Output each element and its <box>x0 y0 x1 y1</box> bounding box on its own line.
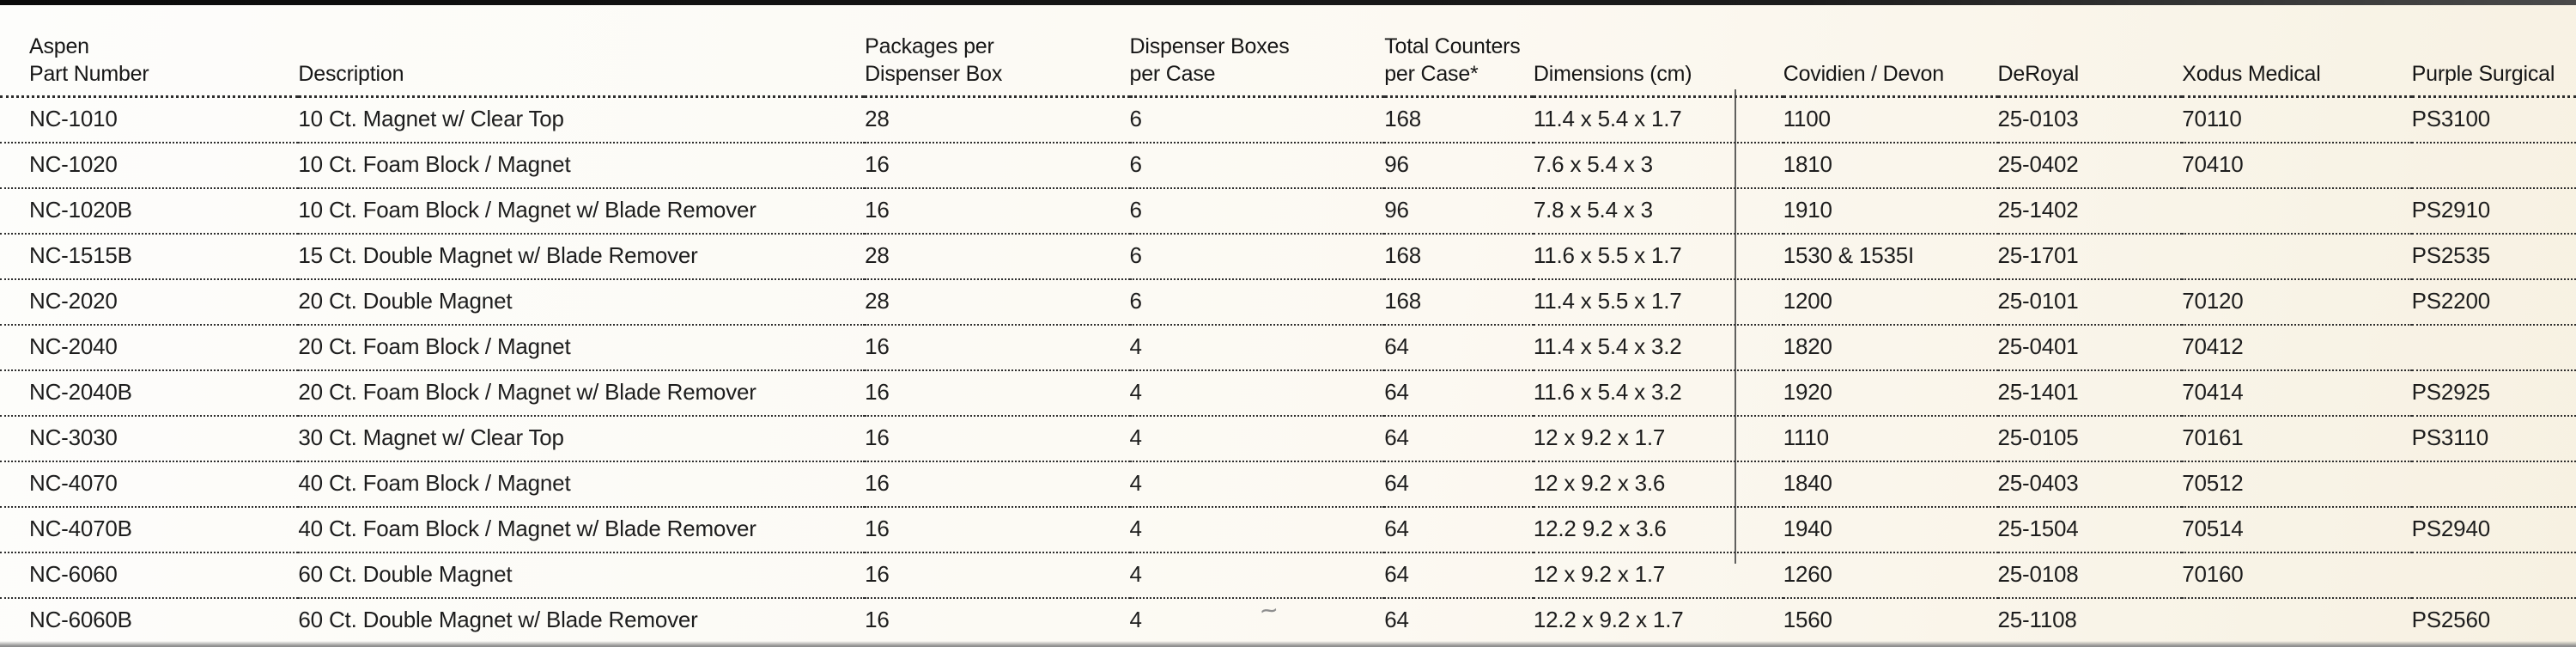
cell-purple-surgical <box>2412 552 2576 598</box>
header-line: Part Number <box>29 62 149 86</box>
table-row <box>0 234 2576 279</box>
cell-total-counters-per-case: 168 <box>1384 106 1421 131</box>
cell-description: 10 Ct. Foam Block / Magnet <box>298 150 571 177</box>
cell-dimensions-cm: 12.2 9.2 x 3.6 <box>1533 515 1667 541</box>
cell-covidien-devon: 1530 & 1535I <box>1783 241 1915 268</box>
cell-deroyal: 25-1401 <box>1997 378 2079 405</box>
cell-part-number: NC-6060 <box>29 560 118 587</box>
cell-part-number: NC-2040 <box>29 333 118 359</box>
column-header-deroyal <box>1998 5 2183 97</box>
table-header <box>0 5 2576 97</box>
header-line: Packages per <box>865 34 994 58</box>
table-row <box>0 188 2576 234</box>
cell-dispenser-boxes-per-case: 4 <box>1129 469 1142 496</box>
cell-packages-per-dispenser-box: 16 <box>865 515 890 541</box>
cell-total-counters-per-case: 96 <box>1384 196 1409 223</box>
cell-part-number: NC-4070B <box>29 515 132 541</box>
cell-covidien-devon: 1940 <box>1783 515 1832 541</box>
header-line: per Case* <box>1384 62 1479 86</box>
cell-packages-per-dispenser-box: 16 <box>865 469 890 496</box>
table-row <box>0 416 2576 461</box>
cell-dimensions-cm: 12 x 9.2 x 1.7 <box>1533 560 1666 587</box>
cell-part-number: NC-1020 <box>29 150 118 177</box>
cell-description: 20 Ct. Double Magnet <box>298 287 513 314</box>
cell-deroyal: 25-0103 <box>1997 106 2079 131</box>
cell-dispenser-boxes-per-case: 6 <box>1129 287 1142 314</box>
cell-dispenser-boxes-per-case: 4 <box>1129 515 1142 541</box>
cell-dimensions-cm: 7.6 x 5.4 x 3 <box>1533 150 1653 177</box>
cell-dispenser-boxes-per-case: 6 <box>1129 196 1142 223</box>
header-line: Dimensions (cm) <box>1533 62 1692 86</box>
cell-dispenser-boxes-per-case: 6 <box>1129 150 1142 177</box>
table-row <box>0 507 2576 552</box>
cell-dispenser-boxes-per-case: 4 <box>1129 560 1142 587</box>
column-header-part-number <box>0 5 298 97</box>
cell-xodus-medical: 70514 <box>2182 515 2244 541</box>
cell-description: 30 Ct. Magnet w/ Clear Top <box>298 424 564 450</box>
cell-covidien-devon: 1910 <box>1783 196 1832 223</box>
cell-dispenser-boxes-per-case: 4 <box>1129 606 1142 632</box>
cell-packages-per-dispenser-box: 16 <box>865 560 890 587</box>
squiggle-mark-artifact: ~ <box>1258 593 1280 629</box>
cell-purple-surgical: PS2535 <box>2411 241 2490 268</box>
cell-xodus-medical: 70410 <box>2182 150 2244 177</box>
header-line: Purple Surgical <box>2411 62 2555 86</box>
cell-purple-surgical <box>2412 461 2576 507</box>
header-line: Dispenser Box <box>865 62 1003 86</box>
cell-purple-surgical <box>2412 325 2576 370</box>
cell-dispenser-boxes-per-case: 6 <box>1129 106 1142 131</box>
cell-xodus-medical: 70160 <box>2182 560 2244 587</box>
cell-xodus-medical: 70412 <box>2182 333 2244 359</box>
cell-dispenser-boxes-per-case: 4 <box>1129 333 1142 359</box>
cell-dimensions-cm: 11.4 x 5.5 x 1.7 <box>1533 287 1682 314</box>
cell-dimensions-cm: 12 x 9.2 x 1.7 <box>1533 424 1666 450</box>
cell-xodus-medical: 70161 <box>2182 424 2244 450</box>
column-header-packages-per-dispenser-box <box>865 5 1129 97</box>
cell-xodus-medical <box>2182 598 2411 644</box>
cell-packages-per-dispenser-box: 28 <box>865 106 890 131</box>
cell-deroyal: 25-0403 <box>1997 469 2079 496</box>
cell-packages-per-dispenser-box: 16 <box>865 196 890 223</box>
header-line: per Case <box>1129 62 1216 86</box>
cell-xodus-medical: 70110 <box>2182 106 2242 131</box>
cell-total-counters-per-case: 64 <box>1384 606 1409 632</box>
cell-purple-surgical: PS3110 <box>2411 424 2489 450</box>
cell-covidien-devon: 1560 <box>1783 606 1832 632</box>
table-row <box>0 598 2576 644</box>
cell-dimensions-cm: 11.6 x 5.5 x 1.7 <box>1533 241 1682 268</box>
cell-xodus-medical: 70512 <box>2182 469 2244 496</box>
cell-total-counters-per-case: 64 <box>1384 469 1409 496</box>
cell-part-number: NC-1515B <box>29 241 132 268</box>
cell-part-number: NC-3030 <box>29 424 118 450</box>
table-row <box>0 325 2576 370</box>
column-header-dimensions-cm <box>1534 5 1783 97</box>
cell-covidien-devon: 1110 <box>1783 424 1829 450</box>
header-line: DeRoyal <box>1997 62 2080 86</box>
header-line: Xodus Medical <box>2182 62 2321 86</box>
cell-deroyal: 25-1108 <box>1997 606 2077 632</box>
cell-packages-per-dispenser-box: 28 <box>865 241 890 268</box>
cell-covidien-devon: 1920 <box>1783 378 1832 405</box>
column-header-description <box>298 5 865 97</box>
table-row <box>0 279 2576 325</box>
cell-part-number: NC-2040B <box>29 378 132 405</box>
cell-packages-per-dispenser-box: 16 <box>865 333 890 359</box>
cell-total-counters-per-case: 64 <box>1384 333 1409 359</box>
cell-purple-surgical <box>2412 143 2576 188</box>
cell-purple-surgical: PS2200 <box>2411 287 2490 314</box>
cell-total-counters-per-case: 64 <box>1384 560 1409 587</box>
cell-total-counters-per-case: 64 <box>1384 424 1409 450</box>
cell-total-counters-per-case: 64 <box>1384 378 1409 405</box>
column-header-covidien-devon <box>1783 5 1998 97</box>
table-body <box>0 97 2576 644</box>
cell-deroyal: 25-1402 <box>1997 196 2079 223</box>
scan-bottom-edge-shadow <box>0 641 2576 647</box>
cell-purple-surgical: PS2910 <box>2411 196 2490 223</box>
cell-covidien-devon: 1200 <box>1783 287 1832 314</box>
table-row <box>0 552 2576 598</box>
cell-packages-per-dispenser-box: 16 <box>865 150 890 177</box>
cell-covidien-devon: 1820 <box>1783 333 1832 359</box>
cell-total-counters-per-case: 168 <box>1384 241 1421 268</box>
cell-purple-surgical: PS3100 <box>2411 106 2490 131</box>
cell-deroyal: 25-0105 <box>1997 424 2079 450</box>
header-line: Aspen <box>29 34 89 58</box>
cell-packages-per-dispenser-box: 16 <box>865 424 890 450</box>
cell-dimensions-cm: 7.8 x 5.4 x 3 <box>1533 196 1653 223</box>
cell-deroyal: 25-1701 <box>1997 241 2079 268</box>
cell-dimensions-cm: 11.4 x 5.4 x 3.2 <box>1533 333 1682 359</box>
cell-total-counters-per-case: 96 <box>1384 150 1409 177</box>
cell-part-number: NC-1020B <box>29 196 132 223</box>
cell-total-counters-per-case: 168 <box>1384 287 1421 314</box>
cell-description: 20 Ct. Foam Block / Magnet w/ Blade Remover <box>298 378 756 405</box>
cell-description: 10 Ct. Foam Block / Magnet w/ Blade Remover <box>298 196 756 223</box>
cell-purple-surgical: PS2560 <box>2411 606 2490 632</box>
scan-fold-line-artifact <box>1735 89 1736 564</box>
cell-purple-surgical: PS2925 <box>2411 378 2490 405</box>
cell-description: 40 Ct. Foam Block / Magnet w/ Blade Remover <box>298 515 756 541</box>
table-row <box>0 143 2576 188</box>
cell-part-number: NC-6060B <box>29 606 132 632</box>
header-line: Covidien / Devon <box>1783 62 1944 86</box>
cell-deroyal: 25-0101 <box>1997 287 2079 314</box>
cell-packages-per-dispenser-box: 16 <box>865 606 890 632</box>
cell-deroyal: 25-1504 <box>1997 515 2079 541</box>
cell-part-number: NC-4070 <box>29 469 118 496</box>
cell-dimensions-cm: 12 x 9.2 x 3.6 <box>1533 469 1666 496</box>
cell-covidien-devon: 1810 <box>1783 150 1832 177</box>
table-row <box>0 370 2576 416</box>
cell-deroyal: 25-0401 <box>1997 333 2079 359</box>
cell-dispenser-boxes-per-case: 4 <box>1129 424 1142 450</box>
column-header-dispenser-boxes-per-case <box>1130 5 1385 97</box>
cell-covidien-devon: 1840 <box>1783 469 1832 496</box>
cell-xodus-medical <box>2182 188 2411 234</box>
cell-packages-per-dispenser-box: 16 <box>865 378 890 405</box>
cell-xodus-medical: 70414 <box>2182 378 2244 405</box>
cell-part-number: NC-1010 <box>29 106 118 131</box>
cell-description: 60 Ct. Double Magnet <box>298 560 513 587</box>
cell-part-number: NC-2020 <box>29 287 118 314</box>
cell-deroyal: 25-0108 <box>1997 560 2079 587</box>
table-header-row <box>0 5 2576 97</box>
cell-total-counters-per-case: 64 <box>1384 515 1409 541</box>
table-row <box>0 461 2576 507</box>
cell-description: 20 Ct. Foam Block / Magnet <box>298 333 571 359</box>
cell-dispenser-boxes-per-case: 4 <box>1129 378 1142 405</box>
header-line: Description <box>298 62 404 86</box>
header-line: Dispenser Boxes <box>1129 34 1290 58</box>
cell-covidien-devon: 1260 <box>1783 560 1832 587</box>
cell-deroyal: 25-0402 <box>1997 150 2079 177</box>
cell-description: 60 Ct. Double Magnet w/ Blade Remover <box>298 606 698 632</box>
cell-description: 40 Ct. Foam Block / Magnet <box>298 469 571 496</box>
cell-purple-surgical: PS2940 <box>2411 515 2490 541</box>
cell-description: 15 Ct. Double Magnet w/ Blade Remover <box>298 241 698 268</box>
cell-covidien-devon: 1100 <box>1783 106 1831 131</box>
header-line: Total Counters <box>1384 34 1521 58</box>
cell-description: 10 Ct. Magnet w/ Clear Top <box>298 106 564 131</box>
cell-xodus-medical <box>2182 234 2411 279</box>
column-header-xodus-medical <box>2182 5 2411 97</box>
column-header-purple-surgical <box>2412 5 2576 97</box>
cell-dimensions-cm: 12.2 x 9.2 x 1.7 <box>1533 606 1684 632</box>
cell-dimensions-cm: 11.4 x 5.4 x 1.7 <box>1533 106 1682 131</box>
table-row <box>0 97 2576 143</box>
cell-packages-per-dispenser-box: 28 <box>865 287 890 314</box>
product-specs-table <box>0 5 2576 644</box>
cell-xodus-medical: 70120 <box>2182 287 2244 314</box>
column-header-total-counters-per-case <box>1384 5 1534 97</box>
cell-dispenser-boxes-per-case: 6 <box>1129 241 1142 268</box>
cell-dimensions-cm: 11.6 x 5.4 x 3.2 <box>1533 378 1682 405</box>
